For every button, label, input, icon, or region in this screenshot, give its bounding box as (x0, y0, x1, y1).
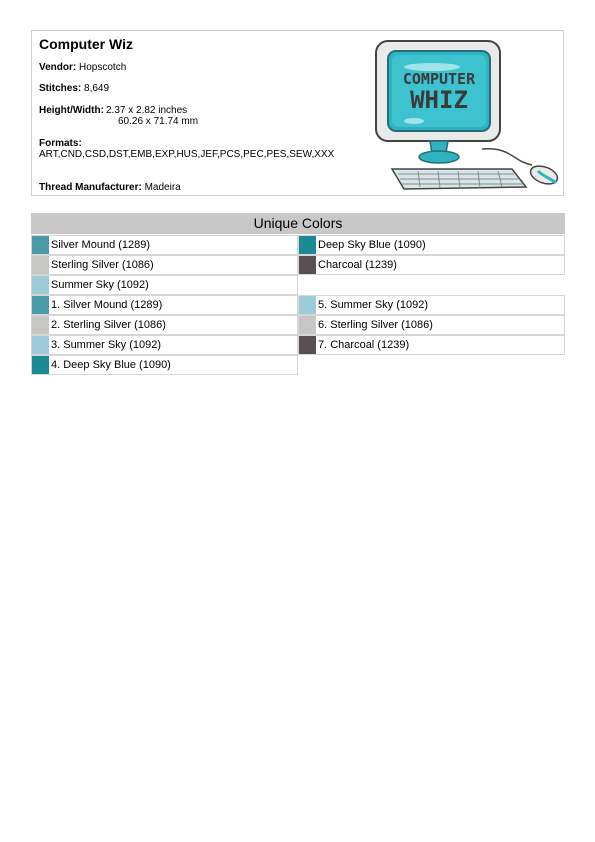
sequence-label: 5. Summer Sky (1092) (318, 299, 429, 311)
color-swatch (299, 296, 316, 314)
sequence-row (298, 335, 565, 355)
sequence-row (31, 335, 298, 355)
color-label: Sterling Silver (1086) (51, 259, 154, 271)
color-label: Charcoal (1239) (318, 259, 397, 271)
sequence-row (298, 315, 565, 335)
color-swatch (32, 296, 49, 314)
color-label: Summer Sky (1092) (51, 279, 149, 291)
color-swatch (32, 236, 49, 254)
unique-colors-header: Unique Colors (31, 213, 565, 234)
sequence-row (31, 355, 298, 375)
color-swatch (299, 336, 316, 354)
color-row (31, 235, 298, 255)
sequence-label: 7. Charcoal (1239) (318, 339, 410, 351)
color-swatch (299, 236, 316, 254)
stitches-label: Stitches: (39, 83, 82, 94)
thread-value: Madeira (144, 182, 181, 193)
formats-value: ART,CND,CSD,DST,EMB,EXP,HUS,JEF,PCS,PEC,PES,SEW,XXX (39, 149, 335, 160)
design-logo-image (362, 37, 562, 193)
color-swatch (32, 276, 49, 294)
color-label: Silver Mound (1289) (51, 239, 151, 251)
color-row (31, 255, 298, 275)
stitches-field (39, 83, 109, 94)
design-title: Computer Wiz (39, 36, 133, 52)
sequence-row (31, 295, 298, 315)
logo-text-computer: COMPUTER (402, 70, 476, 88)
color-label: Deep Sky Blue (1090) (318, 239, 426, 251)
formats-field (39, 138, 361, 174)
sequence-label: 6. Sterling Silver (1086) (318, 319, 433, 331)
stitches-value: 8,649 (84, 83, 110, 94)
vendor-field (39, 62, 126, 73)
thread-label: Thread Manufacturer: (39, 182, 142, 193)
sequence-label: 3. Summer Sky (1092) (51, 339, 162, 351)
color-row (298, 255, 565, 275)
color-swatch (299, 256, 316, 274)
logo-text-whiz: WHIZ (410, 86, 468, 114)
color-swatch (32, 316, 49, 334)
vendor-label: Vendor: (39, 62, 77, 73)
vendor-value: Hopscotch (79, 62, 127, 73)
sequence-row (298, 295, 565, 315)
color-swatch (32, 336, 49, 354)
color-row (31, 275, 298, 295)
sequence-label: 4. Deep Sky Blue (1090) (51, 359, 171, 371)
height-width-mm: 60.26 x 71.74 mm (118, 116, 199, 127)
sequence-row (31, 315, 298, 335)
sequence-label: 1. Silver Mound (1289) (51, 299, 163, 311)
height-width-field (39, 105, 239, 129)
height-width-inches: 2.37 x 2.82 inches (106, 105, 188, 116)
formats-label: Formats: (39, 138, 82, 149)
height-width-label: Height/Width: (39, 105, 104, 116)
sequence-label: 2. Sterling Silver (1086) (51, 319, 166, 331)
design-info-panel (31, 30, 564, 196)
color-swatch (299, 316, 316, 334)
color-swatch (32, 256, 49, 274)
color-swatch (32, 356, 49, 374)
thread-field (39, 182, 181, 193)
color-row (298, 235, 565, 255)
